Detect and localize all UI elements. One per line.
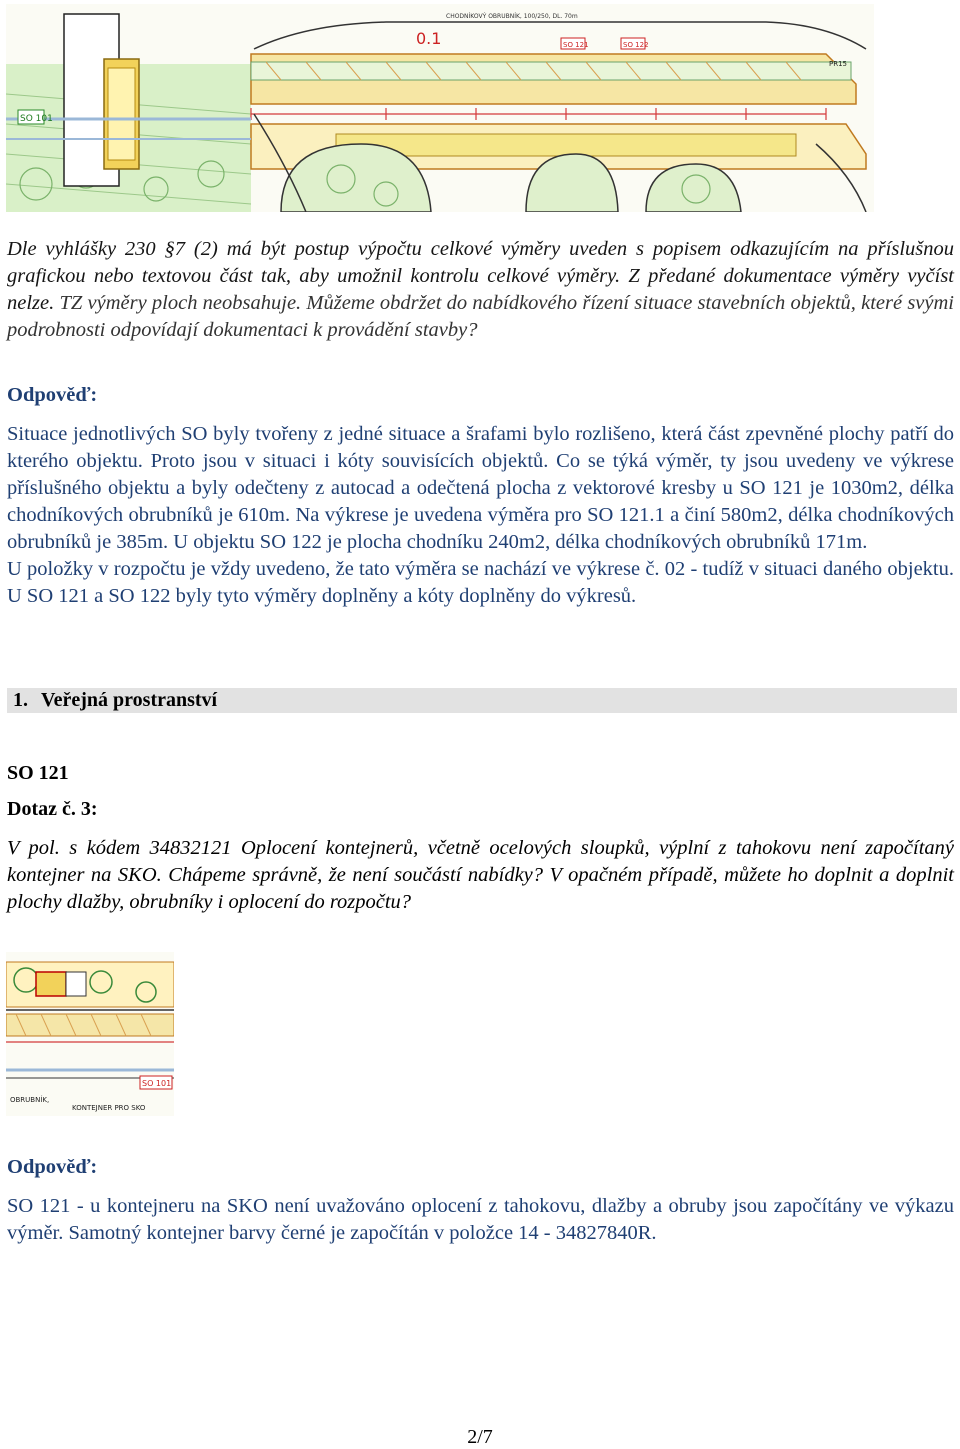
question-1	[7, 236, 954, 344]
query-label: Dotaz č. 3:	[7, 798, 98, 820]
fig1-so101-label: SO 101	[20, 114, 53, 124]
fig2-kontejner-label: KONTEJNER PRO SKO	[72, 1104, 146, 1112]
answer-2-heading: Odpověď:	[7, 1156, 98, 1178]
fig2-so101-label: SO 101	[142, 1079, 172, 1088]
answer-1-body	[7, 421, 954, 610]
fig2-obrubnik-label: OBRUBNÍK,	[10, 1096, 50, 1104]
answer-1-paragraph-1: Situace jednotlivých SO byly tvořeny z jedné situace a šrafami bylo rozlišeno, která část zpevněné plochy patří do kterého objektu. Proto jsou v situaci i kóty souvisících objektů. Co se týká výměr, ty jsou uvedeny ve výkrese příslušného objektu a byly odečteny z autocad a odečtená plocha z vektorové kresby u SO 121 je 1030m2, délka chodníkových obrubníků je 610m. Na výkrese je uvedena výměra pro SO 121.1 a činí 580m2, délka chodníkových obrubníků je 385m. U objektu SO 122 je plocha chodníku 240m2, délka chodníkových obrubníků 171m.	[7, 423, 954, 553]
section-number: 1.	[13, 689, 28, 711]
question-1-part1: Dle vyhlášky 230 §7 (2) má být postup výpočtu celkové výměry uveden s popisem odkazujícím na příslušnou grafickou nebo textovou část tak, aby umožnil kontrolu celkové výměry. Z předané dokumentace výměry vyčíst nelze.	[7, 238, 954, 314]
site-plan-figure	[6, 4, 874, 212]
question-2: V pol. s kódem 34832121 Oplocení kontejnerů, včetně ocelových sloupků, výplní z tahokovu není započítaný kontejner na SKO. Chápeme správně, že není součástí nabídky? V opačném případě, můžete ho doplnit a doplnit plochy dlažby, obrubníky i oplocení do rozpočtu?	[7, 837, 954, 913]
page-number: 2/7	[467, 1426, 493, 1448]
section-heading	[7, 688, 957, 713]
section-title: Veřejná prostranství	[41, 689, 218, 711]
answer-2-body: SO 121 - u kontejneru na SKO není uvažováno oplocení z tahokovu, dlažby a obruby jsou započítány ve výkazu výměr. Samotný kontejner barvy černé je započítán v položce 14 - 34827840R.	[7, 1195, 954, 1244]
answer-1-heading: Odpověď:	[7, 384, 98, 406]
container-detail-figure	[6, 952, 174, 1116]
so-label: SO 121	[7, 762, 69, 784]
answer-1-paragraph-2: U položky v rozpočtu je vždy uvedeno, že tato výměra se nachází ve výkrese č. 02 - tudíž v situaci daného objektu. U SO 121 a SO 122 byly tyto výměry doplněny a kóty doplněny do výkresů.	[7, 558, 954, 607]
fig1-pr15-label: PR15	[829, 60, 847, 68]
fig1-so122-label: SO 122	[623, 41, 649, 49]
fig1-so121-label: SO 121	[563, 41, 589, 49]
fig1-top-note: CHODNÍKOVÝ OBRUBNÍK, 100/250, DL. 70m	[446, 13, 578, 20]
question-1-part2: TZ výměry ploch neobsahuje. Můžeme obdržet do nabídkového řízení situace stavebních objektů, které svými podrobnosti odpovídají dokumentaci k provádění stavby?	[7, 292, 955, 341]
site-plan-drawing	[6, 4, 874, 212]
fig1-title-label: 0.1	[416, 29, 442, 48]
container-detail-drawing	[6, 952, 174, 1116]
